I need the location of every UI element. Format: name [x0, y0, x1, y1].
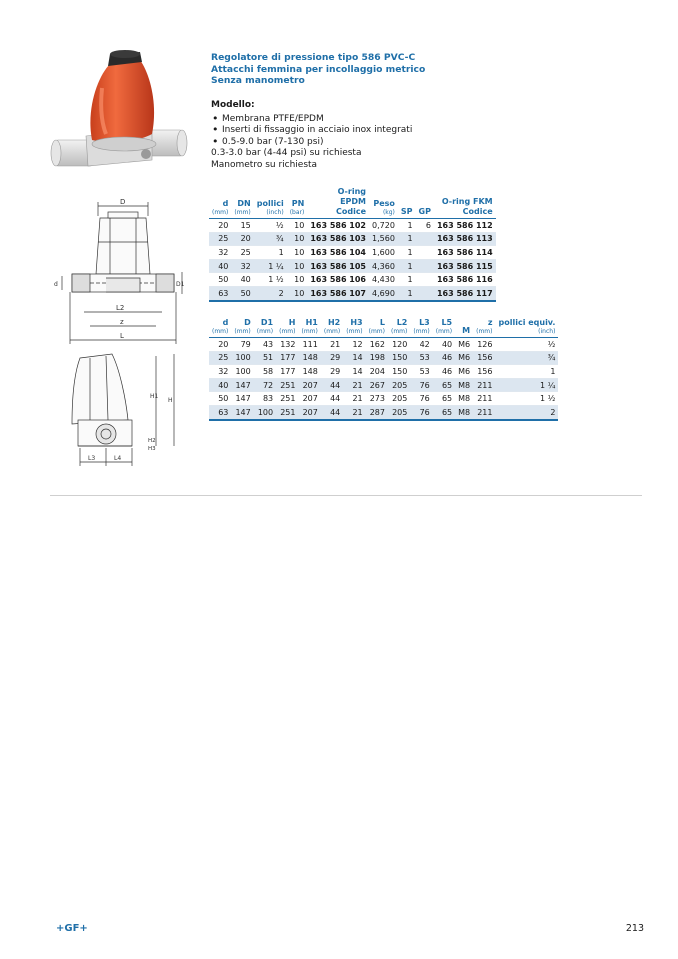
table-cell: 100 [231, 351, 253, 365]
column-header-label: pollici equiv. [498, 318, 556, 327]
column-header [343, 318, 365, 338]
table-row [209, 338, 558, 352]
table-cell: 211 [473, 378, 495, 392]
column-header-label: L2 [396, 318, 408, 327]
column-header [231, 187, 253, 219]
table-cell: 207 [299, 392, 321, 406]
column-header-unit: (mm) [413, 328, 430, 335]
table-cell: 43 [254, 338, 276, 352]
column-header-label: DN [237, 199, 251, 208]
table-cell [416, 232, 434, 246]
column-header [276, 318, 298, 338]
table-cell: 156 [473, 351, 495, 365]
table-cell: 40 [209, 378, 231, 392]
table-cell: 15 [231, 219, 253, 233]
column-header [496, 318, 559, 338]
column-header-label: H1 [305, 318, 318, 327]
note-manometer: Manometro su richiesta [211, 159, 318, 170]
heading-line-1: Regolatore di pressione tipo 586 PVC-C [211, 52, 416, 63]
table-cell: 287 [366, 405, 388, 419]
gf-logo: +GF+ [56, 923, 88, 934]
column-header-unit: (mm) [234, 328, 251, 335]
table-cell: 10 [287, 246, 308, 260]
column-header [388, 318, 410, 338]
column-header-unit: (mm) [212, 328, 229, 335]
table-cell: 147 [231, 392, 253, 406]
table-row [209, 273, 496, 287]
table-cell: M6 [455, 365, 473, 379]
table-cell: 44 [321, 392, 343, 406]
order-code-table [209, 187, 496, 302]
column-header-unit: (inch) [266, 209, 284, 216]
table-cell: 21 [343, 405, 365, 419]
table-cell: 4,360 [369, 259, 398, 273]
table-cell [416, 286, 434, 300]
table-cell: 1 [398, 259, 416, 273]
table-cell: 163 586 102 [307, 219, 369, 233]
column-header-unit: (mm) [234, 209, 251, 216]
column-header [434, 187, 496, 219]
dim-label-l3: L3 [88, 455, 96, 462]
dimension-table [209, 318, 558, 421]
dim-label-h2: H2 [148, 438, 156, 444]
table-cell: 147 [231, 405, 253, 419]
table-cell: 150 [388, 351, 410, 365]
table-cell: 53 [410, 351, 432, 365]
column-header-label: L [379, 318, 385, 327]
column-header-unit: (mm) [323, 328, 341, 335]
column-header [254, 187, 287, 219]
column-header [254, 318, 276, 338]
table-cell: ½ [496, 338, 559, 352]
table-cell [416, 273, 434, 287]
table-cell: 20 [231, 232, 253, 246]
table-cell: 29 [321, 351, 343, 365]
column-header-label: O-ring EPDM Codice [335, 187, 366, 216]
table-row [209, 246, 496, 260]
table-cell: 251 [276, 405, 298, 419]
table-cell: 207 [299, 405, 321, 419]
dim-label-z: z [120, 318, 124, 326]
table-cell: 163 586 113 [434, 232, 496, 246]
table-cell: 21 [343, 392, 365, 406]
table-cell: 1 ½ [496, 392, 559, 406]
table-cell: 163 586 115 [434, 259, 496, 273]
column-header-unit: (mm) [301, 328, 318, 335]
table-cell: 163 586 103 [307, 232, 369, 246]
table-cell: 29 [321, 365, 343, 379]
column-header [410, 318, 432, 338]
column-header-unit: (mm) [279, 328, 296, 335]
column-header-label: D1 [260, 318, 274, 327]
table-cell: 14 [343, 351, 365, 365]
table-cell: 58 [254, 365, 276, 379]
table-cell [416, 246, 434, 260]
column-header-label: H2 [327, 318, 341, 327]
page-number: 213 [625, 923, 644, 934]
product-description [211, 100, 541, 171]
dim-label-d-side: d [54, 281, 58, 288]
table-cell: 273 [366, 392, 388, 406]
dim-label-l2: L2 [116, 304, 125, 312]
table-cell: 205 [388, 392, 410, 406]
table-row [209, 365, 558, 379]
dim-label-h: H [168, 397, 173, 404]
table-cell: 42 [410, 338, 432, 352]
column-header-unit: (mm) [256, 328, 274, 335]
column-header [416, 187, 434, 219]
table-row [209, 351, 558, 365]
table-cell: 156 [473, 365, 495, 379]
table-cell: 163 586 114 [434, 246, 496, 260]
table-header-row [209, 187, 496, 219]
table-cell: 21 [321, 338, 343, 352]
column-header-unit: (mm) [346, 328, 363, 335]
table-cell: 162 [366, 338, 388, 352]
column-header-unit: (mm) [391, 328, 408, 335]
table-cell: 1,600 [369, 246, 398, 260]
table-cell: 4,430 [369, 273, 398, 287]
table-cell: 20 [209, 219, 231, 233]
column-header-label: SP [400, 207, 413, 216]
feature-item: • 0.5-9.0 bar (7-130 psi) [211, 137, 541, 149]
table-cell: 211 [473, 392, 495, 406]
table-cell: 76 [410, 405, 432, 419]
table-cell: 163 586 104 [307, 246, 369, 260]
column-header-label: M [462, 326, 471, 335]
column-header-unit: (bar) [289, 209, 305, 216]
column-header [369, 187, 398, 219]
table-cell: 1 [398, 286, 416, 300]
column-header-unit: (kg) [382, 209, 395, 216]
table-cell: ½ [254, 219, 287, 233]
table-cell: M6 [455, 338, 473, 352]
table-cell: 44 [321, 405, 343, 419]
table-cell: 1,560 [369, 232, 398, 246]
column-header-label: d [222, 318, 229, 327]
table-cell: 25 [231, 246, 253, 260]
table-cell: 177 [276, 365, 298, 379]
table-cell: 51 [254, 351, 276, 365]
table-cell: 1 ¼ [254, 259, 287, 273]
column-header-label: d [222, 199, 229, 208]
column-header [209, 187, 231, 219]
technical-drawing-front [50, 350, 190, 472]
column-header-label: H3 [350, 318, 363, 327]
column-header-unit: (mm) [476, 328, 493, 335]
table-cell: M8 [455, 378, 473, 392]
column-header [299, 318, 321, 338]
table-cell: 126 [473, 338, 495, 352]
column-header-label: pollici [256, 199, 284, 208]
dim-label-d1: D1 [176, 281, 185, 288]
table-cell: 65 [433, 378, 455, 392]
table-cell: 163 586 117 [434, 286, 496, 300]
table-cell: 1 [398, 273, 416, 287]
table-cell: 0,720 [369, 219, 398, 233]
table-cell: 25 [209, 351, 231, 365]
table-cell: 267 [366, 378, 388, 392]
table-cell: 46 [433, 365, 455, 379]
table-cell: ¾ [496, 351, 559, 365]
table-cell: 40 [433, 338, 455, 352]
table-cell: 198 [366, 351, 388, 365]
table-row [209, 219, 496, 233]
table-cell: 46 [433, 351, 455, 365]
table-cell: 163 586 112 [434, 219, 496, 233]
heading-line-2: Attacchi femmina per incollaggio metrico [211, 63, 426, 75]
table-cell: 205 [388, 405, 410, 419]
table-cell: 251 [276, 378, 298, 392]
dim-label-l4: L4 [114, 455, 122, 462]
table-cell: 10 [287, 286, 308, 300]
table-cell: 211 [473, 405, 495, 419]
table-cell: 76 [410, 378, 432, 392]
table-cell: 2 [496, 405, 559, 419]
table-cell: 72 [254, 378, 276, 392]
column-header-label: D [244, 318, 251, 327]
column-header-label: L5 [441, 318, 453, 327]
table-cell: 1 [254, 246, 287, 260]
column-header [209, 318, 231, 338]
table-cell: 1 [398, 232, 416, 246]
table-cell: 32 [231, 259, 253, 273]
table-cell: 10 [287, 219, 308, 233]
table-cell: 150 [388, 365, 410, 379]
heading-line-3: Senza manometro [211, 75, 305, 86]
table-cell: ¾ [254, 232, 287, 246]
table-cell: 205 [388, 378, 410, 392]
column-header-unit: (inch) [538, 328, 556, 335]
column-header-label: Peso [373, 199, 395, 208]
table-cell: 32 [209, 246, 231, 260]
table-cell: 1 [496, 365, 559, 379]
column-header [366, 318, 388, 338]
dim-label-d-top: D [120, 198, 126, 206]
table-row [209, 378, 558, 392]
model-label: Modello: [211, 100, 255, 110]
table-row [209, 232, 496, 246]
table-cell: 6 [416, 219, 434, 233]
table-cell: 40 [209, 259, 231, 273]
column-header-label: z [487, 318, 493, 327]
table-cell: 148 [299, 365, 321, 379]
table-cell: 147 [231, 378, 253, 392]
column-header [287, 187, 308, 219]
column-header-unit: (mm) [368, 328, 385, 335]
column-header-label: GP [418, 207, 431, 216]
table-cell: 4,690 [369, 286, 398, 300]
table-cell: 120 [388, 338, 410, 352]
table-cell: 63 [209, 405, 231, 419]
column-header-unit: (mm) [435, 328, 453, 335]
product-image [48, 48, 188, 178]
table-row [209, 405, 558, 419]
column-header-unit: (mm) [212, 209, 229, 216]
table-cell [416, 259, 434, 273]
table-header-row [209, 318, 558, 338]
table-row [209, 259, 496, 273]
column-header-label: L3 [419, 318, 430, 327]
table-cell: 20 [209, 338, 231, 352]
dim-label-l: L [120, 332, 124, 340]
table-cell: 10 [287, 259, 308, 273]
table-cell: 10 [287, 232, 308, 246]
section-divider [50, 495, 642, 496]
table-cell: 2 [254, 286, 287, 300]
table-cell: M6 [455, 351, 473, 365]
dim-label-h3: H3 [148, 446, 156, 452]
table-cell: 1 ¼ [496, 378, 559, 392]
column-header [433, 318, 455, 338]
feature-item: • Membrana PTFE/EPDM [211, 114, 541, 126]
table-cell: 163 586 116 [434, 273, 496, 287]
table-cell: M8 [455, 392, 473, 406]
table-cell: 100 [254, 405, 276, 419]
table-cell: 50 [209, 273, 231, 287]
table-cell: 163 586 106 [307, 273, 369, 287]
table-cell: 1 [398, 246, 416, 260]
column-header [307, 187, 369, 219]
table-cell: 1 [398, 219, 416, 233]
table-cell: 65 [433, 392, 455, 406]
table-row [209, 392, 558, 406]
table-cell: 207 [299, 378, 321, 392]
table-cell: 79 [231, 338, 253, 352]
table-cell: 32 [209, 365, 231, 379]
table-cell: 163 586 105 [307, 259, 369, 273]
column-header [321, 318, 343, 338]
table-cell: M8 [455, 405, 473, 419]
column-header [231, 318, 253, 338]
table-cell: 204 [366, 365, 388, 379]
table-cell: 163 586 107 [307, 286, 369, 300]
table-cell: 100 [231, 365, 253, 379]
table-cell: 65 [433, 405, 455, 419]
table-cell: 148 [299, 351, 321, 365]
table-cell: 50 [231, 286, 253, 300]
table-cell: 21 [343, 378, 365, 392]
table-cell: 12 [343, 338, 365, 352]
table-cell: 10 [287, 273, 308, 287]
table-cell: 53 [410, 365, 432, 379]
column-header-label: H [288, 318, 296, 327]
product-heading [211, 52, 541, 87]
table-cell: 111 [299, 338, 321, 352]
table-cell: 251 [276, 392, 298, 406]
note-pressure: 0.3-3.0 bar (4-44 psi) su richiesta [211, 148, 362, 158]
column-header [398, 187, 416, 219]
feature-list [211, 114, 541, 149]
technical-drawing-side [50, 192, 190, 350]
table-cell: 14 [343, 365, 365, 379]
feature-item: • Inserti di fissaggio in acciaio inox integrati [211, 125, 541, 137]
table-cell: 132 [276, 338, 298, 352]
table-cell: 83 [254, 392, 276, 406]
table-row [209, 286, 496, 300]
table-cell: 63 [209, 286, 231, 300]
table-cell: 76 [410, 392, 432, 406]
table-cell: 25 [209, 232, 231, 246]
table-cell: 50 [209, 392, 231, 406]
table-cell: 177 [276, 351, 298, 365]
column-header-label: PN [291, 199, 305, 208]
table-cell: 44 [321, 378, 343, 392]
column-header [473, 318, 495, 338]
table-cell: 40 [231, 273, 253, 287]
column-header [455, 318, 473, 338]
table-cell: 1 ½ [254, 273, 287, 287]
dim-label-h1: H1 [150, 393, 159, 400]
column-header-label: O-ring FKM Codice [441, 197, 493, 216]
